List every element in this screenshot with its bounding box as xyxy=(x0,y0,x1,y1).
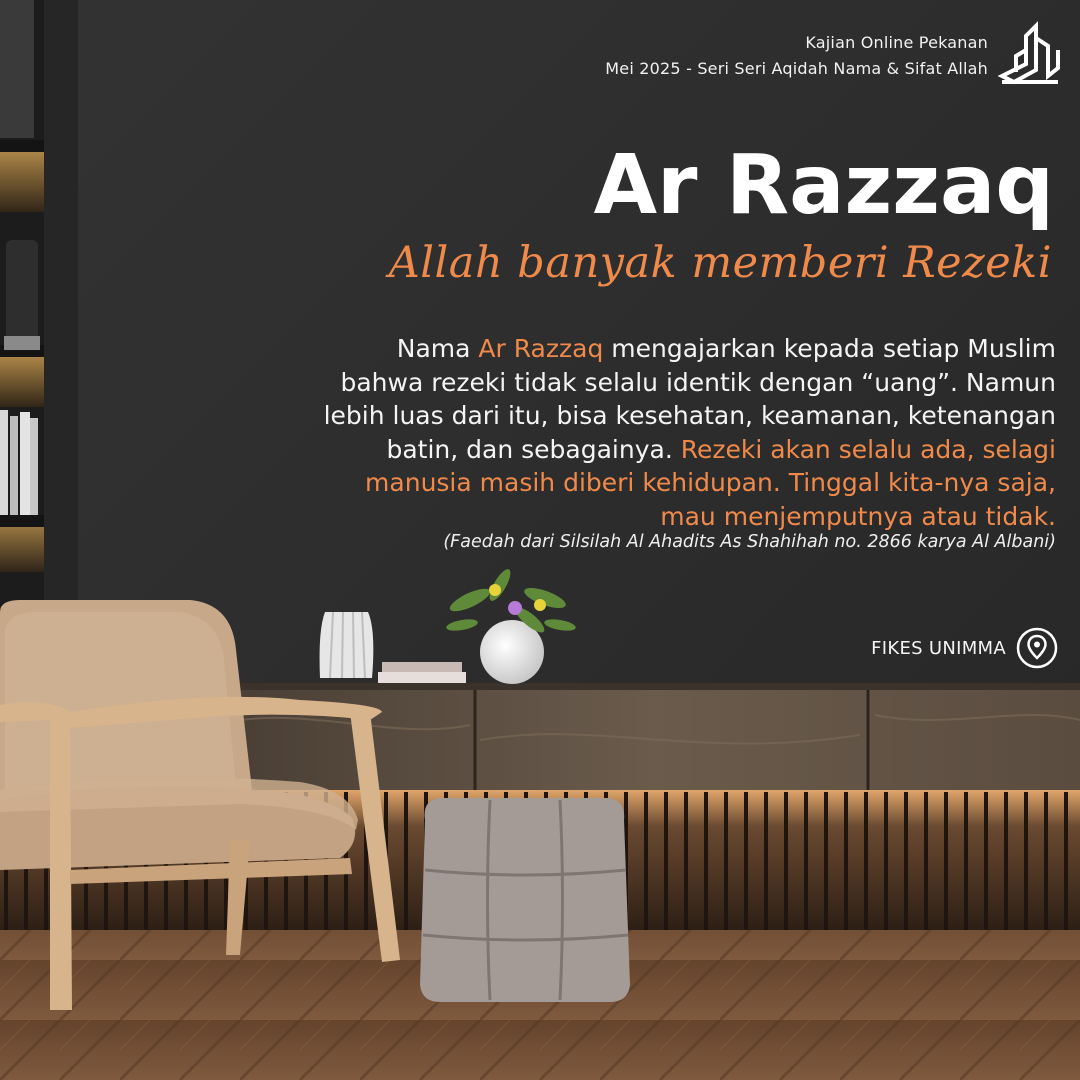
header-topic-line: Mei 2025 - Seri Seri Aqidah Nama & Sifat Allah xyxy=(605,59,988,78)
body-text: batin, dan sebagainya. xyxy=(386,434,681,464)
header-series-line: Kajian Online Pekanan xyxy=(805,33,988,52)
body-line-5: manusia masih diberi kehidupan. Tinggal kita-nya saja, xyxy=(365,468,1056,497)
source-citation: (Faedah dari Silsilah Al Ahadits As Shahihah no. 2866 karya Al Albani) xyxy=(443,532,1056,552)
location-label: FIKES UNIMMA xyxy=(871,638,1006,659)
body-text: mengajarkan kepada setiap Muslim xyxy=(603,334,1056,363)
body-line-3: lebih luas dari itu, bisa kesehatan, keamanan, ketenangan xyxy=(323,401,1056,430)
highlight-name: Ar Razzaq xyxy=(478,334,604,363)
page-subtitle: Allah banyak memberi Rezeki xyxy=(388,238,1052,288)
body-line-2: bahwa rezeki tidak selalu identik dengan “uang”. Namun xyxy=(340,367,1056,397)
body-line-6: mau menjemputnya atau tidak. xyxy=(660,501,1056,531)
page-title: Ar Razzaq xyxy=(593,138,1054,233)
body-text: Nama xyxy=(396,334,479,363)
highlight-text: Rezeki akan selalu ada, selagi xyxy=(680,434,1056,464)
